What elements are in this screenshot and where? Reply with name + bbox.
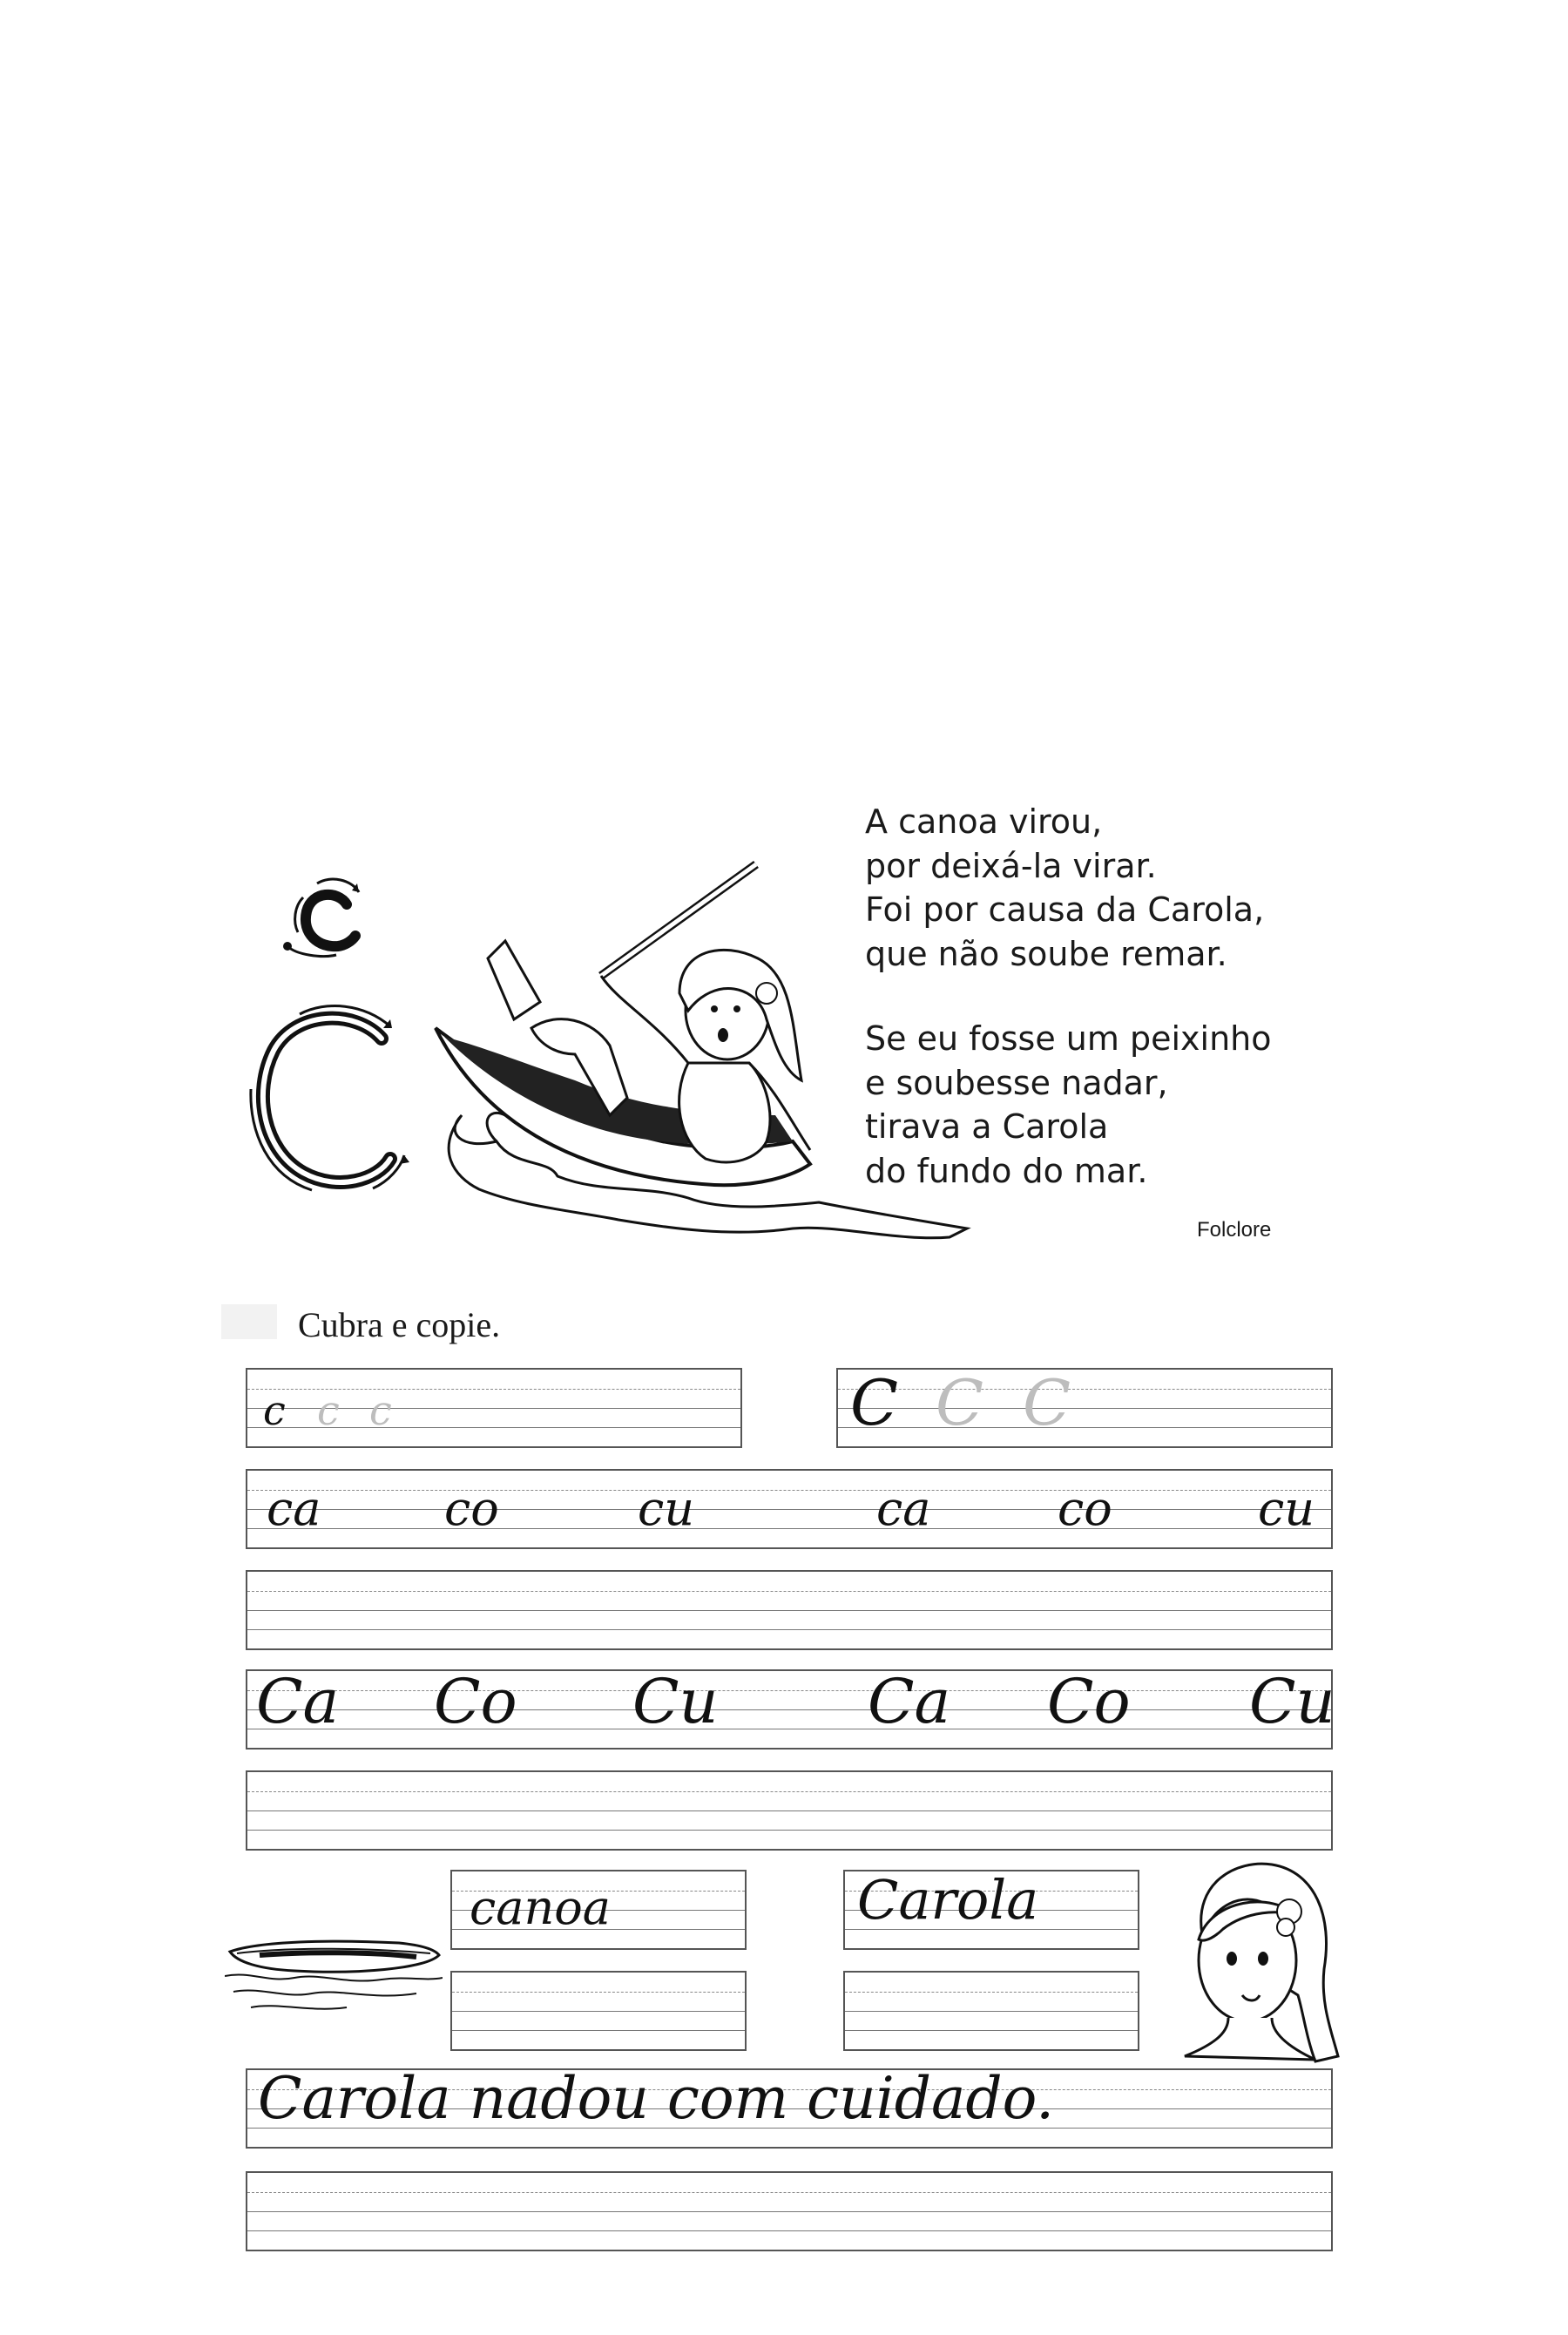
model-letter: C [850,1366,899,1439]
syllable: Ca [868,1666,951,1737]
syllable: co [1058,1481,1112,1536]
syllable: Co [434,1666,517,1737]
writing-box-syllables-upper[interactable] [246,1666,1335,1750]
writing-box-word-carola[interactable] [843,1870,1139,1950]
instruction-marker [221,1304,277,1339]
syllable: ca [267,1481,321,1536]
letter-c-uppercase-model [242,1002,416,1202]
letter-c-lowercase-model [261,871,383,967]
syllable: co [444,1481,499,1536]
girl-portrait-illustration [1167,1856,1342,2065]
poem [865,800,1353,1193]
writing-box-copy-carola[interactable] [843,1971,1139,2051]
writing-box-uppercase-c[interactable] [836,1368,1333,1448]
poem-line: e soubesse nadar, [865,1063,1168,1102]
trace-letter: c [317,1387,340,1434]
syllable: Co [1047,1666,1131,1737]
syllable: Cu [632,1666,719,1737]
stanza-gap [865,976,1353,1017]
writing-box-empty[interactable] [246,1770,1333,1851]
exercise-instruction: Cubra e copie. [298,1305,501,1344]
syllable: Ca [256,1666,340,1737]
writing-box-sentence[interactable] [246,2065,1333,2149]
poem-line: Foi por causa da Carola, [865,890,1265,929]
poem-line: por deixá-la virar. [865,846,1157,885]
writing-box-word-canoa[interactable] [450,1870,747,1950]
model-sentence: Carola nadou com cuidado. [258,2065,1055,2132]
writing-box-empty[interactable] [246,1570,1333,1650]
poem-line: A canoa virou, [865,802,1103,841]
model-word: canoa [470,1880,611,1935]
poem-source: Folclore [1197,1218,1272,1242]
writing-box-syllables-lower[interactable] [246,1469,1333,1549]
trace-letter: C [936,1366,984,1439]
syllable: Cu [1249,1666,1335,1737]
canoe-illustration [225,1926,443,2021]
writing-box-lowercase-c[interactable] [246,1368,742,1448]
syllable: cu [1258,1481,1315,1536]
poem-line: Se eu fosse um peixinho [865,1019,1272,1058]
poem-line: tirava a Carola [865,1107,1109,1146]
poem-line: do fundo do mar. [865,1151,1148,1190]
writing-box-copy-canoa[interactable] [450,1971,747,2051]
model-word: Carola [857,1868,1039,1932]
syllable: ca [876,1481,931,1536]
trace-letter: c [369,1387,392,1434]
poem-line: que não soube remar. [865,934,1227,973]
syllable: cu [638,1481,695,1536]
writing-box-copy-sentence[interactable] [246,2171,1333,2251]
trace-letter: C [1023,1366,1071,1439]
model-letter: c [263,1387,286,1434]
